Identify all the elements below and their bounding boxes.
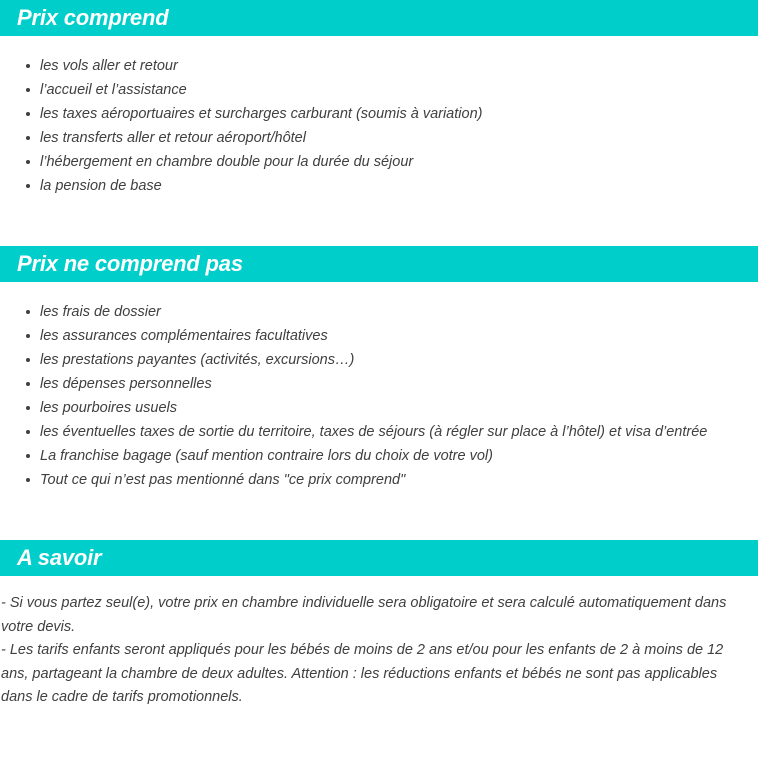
section-title-prix-ne-comprend-pas: Prix ne comprend pas <box>17 251 243 276</box>
list-item: l’accueil et l’assistance <box>0 78 758 102</box>
list-item: les taxes aéroportuaires et surcharges carburant (soumis à variation) <box>0 102 758 126</box>
included-list <box>0 36 758 198</box>
section-header-prix-ne-comprend-pas <box>0 246 758 282</box>
list-item: Tout ce qui n’est pas mentionné dans "ce prix comprend" <box>0 468 758 492</box>
list-item: la pension de base <box>0 174 758 198</box>
list-item: les vols aller et retour <box>0 54 758 78</box>
list-item: l’hébergement en chambre double pour la durée du séjour <box>0 150 758 174</box>
list-item: les assurances complémentaires facultatives <box>0 324 758 348</box>
section-spacer <box>0 492 758 540</box>
paragraph: - Les tarifs enfants seront appliqués pour les bébés de moins de 2 ans et/ou pour les enfants de 2 à moins de 12 ans, partageant la chambre de deux adultes. Attention : les réductions enfants et bébés ne sont pas applicables dans le cadre de tarifs promotionnels. <box>1 642 724 705</box>
section-spacer <box>0 198 758 246</box>
good-to-know-body <box>0 576 758 710</box>
section-title-prix-comprend: Prix comprend <box>17 5 169 30</box>
section-title-a-savoir: A savoir <box>17 545 102 570</box>
excluded-list <box>0 282 758 492</box>
list-item: La franchise bagage (sauf mention contraire lors du choix de votre vol) <box>0 444 758 468</box>
list-item: les dépenses personnelles <box>0 372 758 396</box>
list-item: les transferts aller et retour aéroport/hôtel <box>0 126 758 150</box>
list-item: les éventuelles taxes de sortie du territoire, taxes de séjours (à régler sur place à l’hôtel) et visa d’entrée <box>0 420 758 444</box>
paragraph: - Si vous partez seul(e), votre prix en chambre individuelle sera obligatoire et sera calculé automatiquement dans votre devis. <box>1 595 727 635</box>
section-header-prix-comprend <box>0 0 758 36</box>
list-item: les frais de dossier <box>0 300 758 324</box>
list-item: les pourboires usuels <box>0 396 758 420</box>
section-header-a-savoir <box>0 540 758 576</box>
list-item: les prestations payantes (activités, excursions…) <box>0 348 758 372</box>
